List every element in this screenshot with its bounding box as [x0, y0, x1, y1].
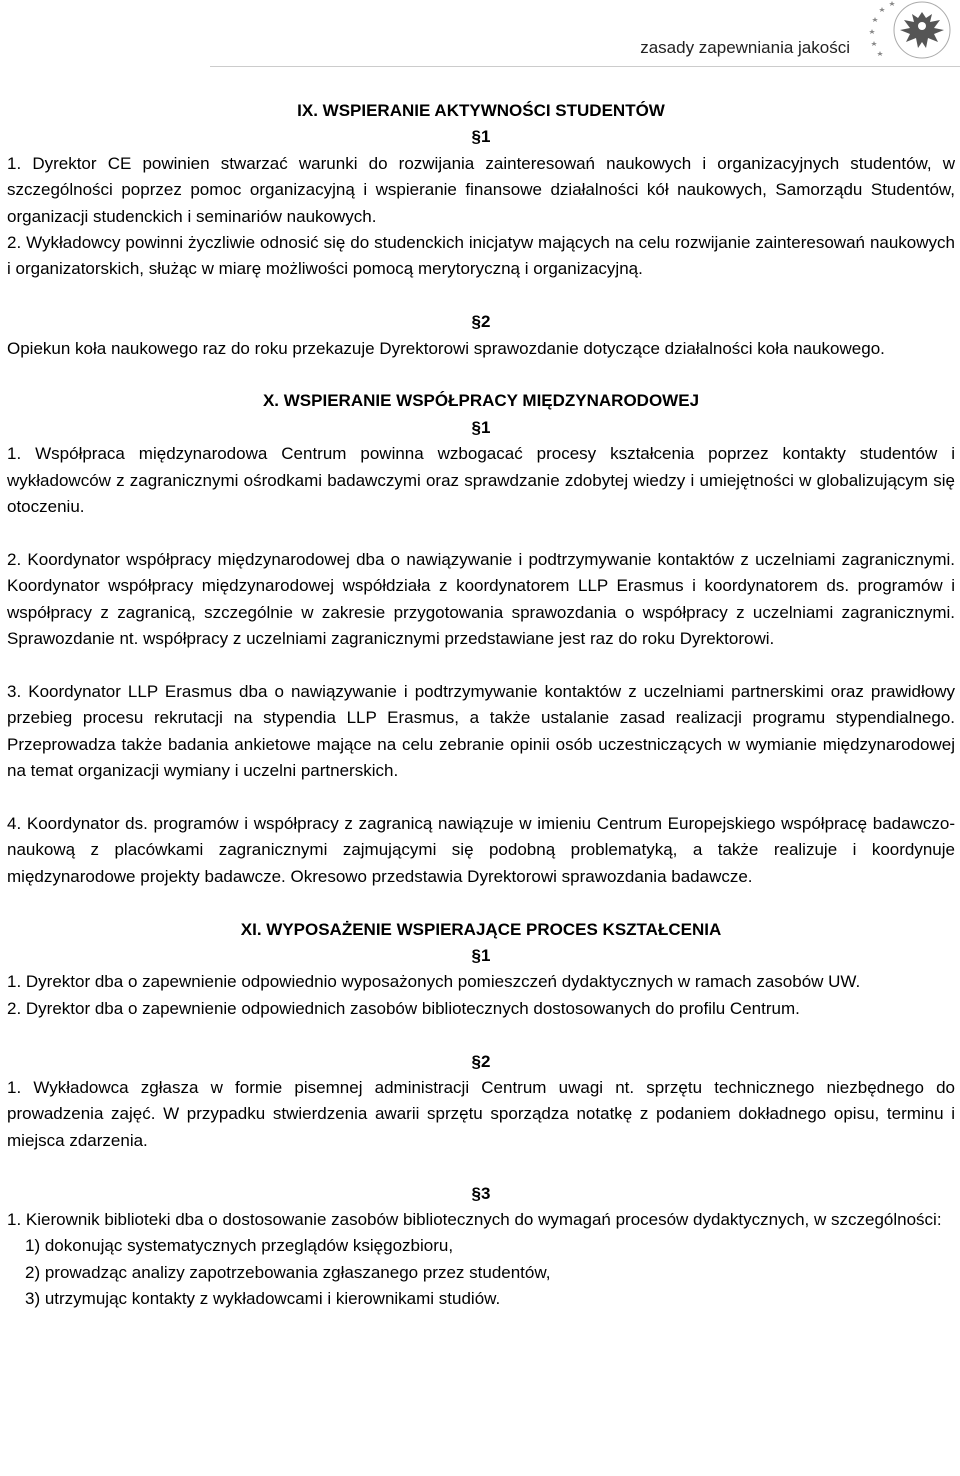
spacer	[7, 890, 955, 916]
chapter-11-title: XI. WYPOSAŻENIE WSPIERAJĄCE PROCES KSZTAŁCENIA	[240, 919, 722, 939]
chapter-9-section-1-paragraph-1: 1. Dyrektor CE powinien stwarzać warunki do rozwijania zainteresowań naukowych i organizacyjnych studentów, w szczególności poprzez pomoc organizacyjną i wspieranie finansowe działalności kół naukowych, Samorządu Studentów, organizacji studenckich i seminariów naukowych.	[7, 153, 955, 226]
chapter-9-section-1-paragraph-2: 2. Wykładowcy powinni życzliwie odnosić się do studenckich inicjatyw mających na celu rozwijanie zainteresowań naukowych i organizatorskich, służąc w miarę możliwości pomocą merytoryczną i organizacyjną.	[7, 233, 955, 279]
header-title: zasady zapewniania jakości	[640, 38, 850, 57]
document-body	[7, 98, 955, 1313]
university-eagle-logo	[862, 0, 954, 62]
chapter-9-section-2-label: §2	[471, 312, 491, 332]
chapter-11-section-1-label: §1	[471, 945, 491, 965]
spacer	[7, 652, 955, 678]
chapter-9-section-1-label: §1	[471, 127, 491, 147]
chapter-11-section-2-label: §2	[471, 1051, 491, 1071]
list-item: 3) utrzymując kontakty z wykładowcami i kierownikami studiów.	[25, 1289, 501, 1309]
chapter-9-title: IX. WSPIERANIE AKTYWNOŚCI STUDENTÓW	[297, 101, 665, 120]
list-item: 1) dokonując systematycznych przeglądów księgozbioru,	[25, 1236, 454, 1256]
list-item: 2) prowadząc analizy zapotrzebowania zgłaszanego przez studentów,	[25, 1262, 551, 1282]
page-header	[0, 0, 960, 72]
chapter-11-section-3-paragraph-1: 1. Kierownik biblioteki dba o dostosowanie zasobów bibliotecznych do wymagań procesów dydaktycznych, w szczególności:	[7, 1209, 942, 1229]
chapter-10-section-1-paragraph-2: 2. Koordynator współpracy międzynarodowej dba o nawiązywanie i podtrzymywanie kontaktów z uczelniami zagranicznymi. Koordynator współpracy międzynarodowej współdziała z koordynatorem LLP Erasmus i koordynatorem ds. programów i współpracy z zagranicą, szczególnie w zakresie przygotowania sprawozdania o współpracy z uczelniami zagranicznymi. Sprawozdanie nt. współpracy z uczelniami zagranicznymi przedstawiane jest raz do roku Dyrektorowi.	[7, 549, 955, 649]
chapter-11-section-1-paragraph-2: 2. Dyrektor dba o zapewnienie odpowiednich zasobów bibliotecznych dostosowanych do profilu Centrum.	[7, 998, 800, 1018]
chapter-11-section-3-label: §3	[471, 1183, 491, 1203]
chapter-10-section-1-paragraph-3: 3. Koordynator LLP Erasmus dba o nawiązywanie i podtrzymywanie kontaktów z uczelniami partnerskimi oraz prawidłowy przebieg procesu rekrutacji na stypendia LLP Erasmus, a także ustalanie zasad realizacji programu stypendialnego. Przeprowadza także badania ankietowe mające na celu zebranie opinii osób uczestniczących w wymianie międzynarodowej na temat organizacji wymiany i uczelni partnerskich.	[7, 681, 955, 781]
spacer	[7, 1154, 955, 1180]
spacer	[7, 1022, 955, 1048]
chapter-10-title: X. WSPIERANIE WSPÓŁPRACY MIĘDZYNARODOWEJ	[262, 391, 700, 411]
library-duties-list	[7, 1233, 955, 1312]
chapter-9-section-2-paragraph-1: Opiekun koła naukowego raz do roku przekazuje Dyrektorowi sprawozdanie dotyczące działalności koła naukowego.	[7, 338, 885, 358]
spacer	[7, 283, 955, 309]
spacer	[7, 520, 955, 546]
chapter-10-section-1-paragraph-4: 4. Koordynator ds. programów i współpracy z zagranicą nawiązuje w imieniu Centrum Europejskiego współpracę badawczo-naukową z placówkami zagranicznymi zajmującymi się podobną problematyką, a także realizuje i koordynuje międzynarodowe projekty badawcze. Okresowo przedstawia Dyrektorowi sprawozdania badawcze.	[7, 813, 955, 886]
chapter-10-section-1-label: §1	[471, 417, 491, 437]
spacer	[7, 362, 955, 388]
spacer	[7, 785, 955, 811]
chapter-11-section-1-paragraph-1: 1. Dyrektor dba o zapewnienie odpowiednio wyposażonych pomieszczeń dydaktycznych w ramach zasobów UW.	[7, 972, 861, 992]
chapter-11-section-2-paragraph-1: 1. Wykładowca zgłasza w formie pisemnej administracji Centrum uwagi nt. sprzętu technicznego niezbędnego do prowadzenia zajęć. W przypadku stwierdzenia awarii sprzętu sporządza notatkę z podaniem dokładnego opisu, terminu i miejsca zdarzenia.	[7, 1077, 955, 1150]
chapter-10-section-1-paragraph-1: 1. Współpraca międzynarodowa Centrum powinna wzbogacać procesy kształcenia poprzez kontakty studentów i wykładowców z zagranicznymi ośrodkami badawczymi oraz sprawdzanie zdobytej wiedzy i umiejętności w globalizującym się otoczeniu.	[7, 444, 955, 517]
header-divider	[210, 66, 960, 67]
